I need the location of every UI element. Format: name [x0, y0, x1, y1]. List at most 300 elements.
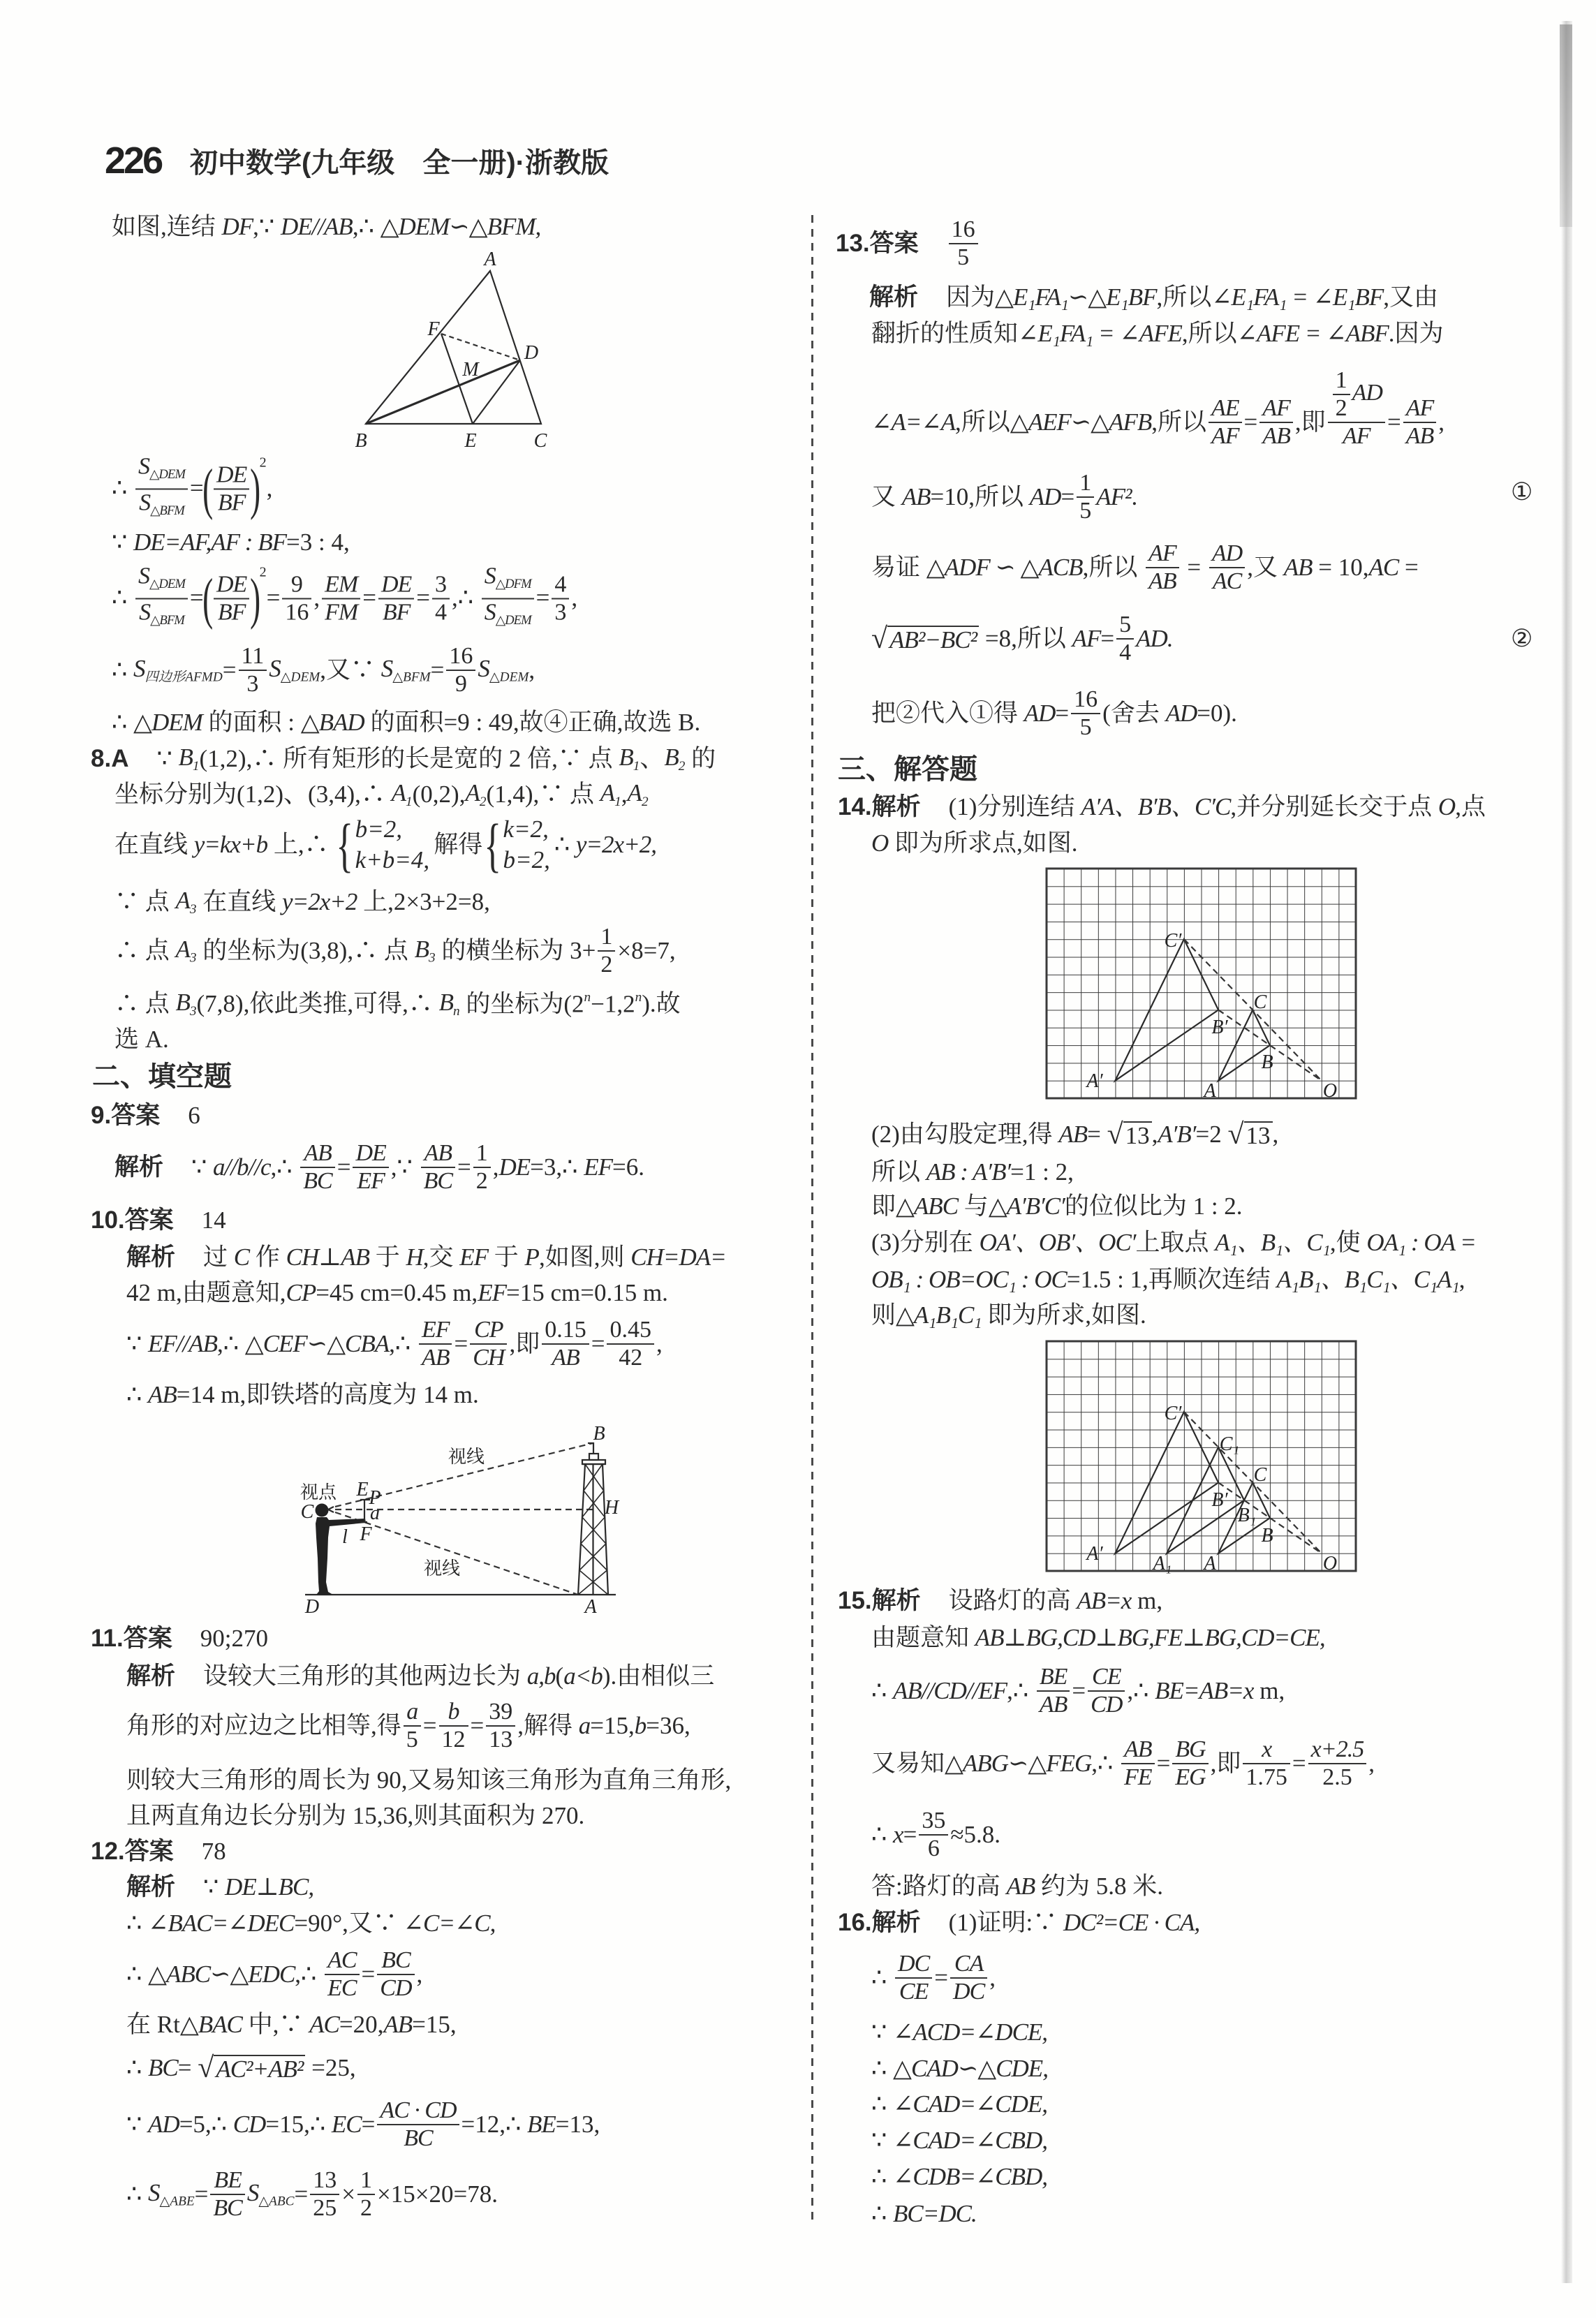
- text-run: =: [362, 584, 376, 612]
- brace: {: [336, 811, 354, 878]
- text-run: 的位似比为 1 : 2.: [1064, 1192, 1243, 1220]
- fraction-denominator: 3: [246, 671, 259, 697]
- fraction-numerator: CA: [950, 1951, 987, 1979]
- p7-line-3: [112, 529, 350, 556]
- text-run: ,∴: [270, 1153, 299, 1181]
- math-run: AD: [1024, 699, 1056, 727]
- subscript: △BFM: [392, 670, 431, 685]
- fraction-numerator: EM: [322, 571, 360, 599]
- math-run: A: [627, 779, 642, 807]
- fraction-numerator: DE: [214, 571, 249, 599]
- subscript: △DEM: [280, 670, 320, 685]
- math-run: CH=DA=: [630, 1243, 726, 1271]
- page-number: 226: [105, 140, 162, 182]
- fraction-numerator: CE: [1088, 1664, 1125, 1692]
- radicand: 13: [1123, 1121, 1152, 1149]
- text-run: ,∴: [1127, 1676, 1155, 1704]
- math-run: ∠CAD=∠CDE,: [893, 2090, 1048, 2118]
- math-run: DE=AF,AF : BF: [133, 528, 286, 556]
- text-run: 又易知: [871, 1749, 945, 1777]
- math-run: O: [1438, 792, 1456, 820]
- fraction-denominator: AB: [1039, 1692, 1067, 1718]
- analysis-label: 解析: [114, 1153, 164, 1181]
- p14-line-6: [871, 1229, 1476, 1257]
- fraction: [135, 453, 188, 524]
- p8-line-6: [114, 989, 681, 1019]
- text-run: =: [430, 656, 445, 684]
- label-c-prime: C′: [1164, 930, 1182, 952]
- math-run: DF: [221, 212, 253, 240]
- math-run: △CEF∽△CBA: [244, 1329, 390, 1357]
- math-run: EC: [331, 2110, 362, 2138]
- fraction: [473, 1140, 491, 1195]
- text-run: 即: [871, 1192, 896, 1220]
- label-c1: C₁: [1219, 1433, 1240, 1455]
- text-run: 的坐标为(3,8),∴ 点: [196, 936, 415, 964]
- text-run: ,: [1151, 1120, 1158, 1148]
- text-run: =: [361, 1960, 376, 1988]
- p15-line-1: [838, 1587, 1162, 1615]
- p7-line-1: [112, 213, 540, 241]
- fraction-denominator: BC: [423, 1168, 453, 1194]
- p13-line-5: [871, 540, 1419, 595]
- p11-line-1: [126, 1662, 714, 1690]
- text-run: 的面积 :: [202, 708, 301, 736]
- superscript: n: [635, 989, 642, 1005]
- page-edge-shadow: [1561, 21, 1572, 2283]
- fraction-denominator: EG: [1175, 1764, 1206, 1790]
- text-run: =14 m,即铁塔的高度为 14 m.: [176, 1380, 479, 1408]
- column-divider: [811, 215, 813, 2224]
- text-run: 42 m,由题意知,: [126, 1278, 286, 1306]
- fraction-denominator: BF: [217, 599, 246, 625]
- text-run: =0).: [1197, 699, 1237, 727]
- subscripted-term: [133, 655, 223, 686]
- math-run: A′A、B′B、C′C: [1081, 792, 1231, 820]
- text-run: =90°,又∵: [294, 1909, 404, 1937]
- person-silhouette-icon: [316, 1504, 367, 1595]
- math-run: y=2x+2: [282, 887, 357, 915]
- math-run: BE=AB=x: [1155, 1676, 1254, 1704]
- label-a: A: [1204, 1080, 1216, 1102]
- text-run: 则: [871, 1301, 896, 1329]
- tower-icon: [578, 1443, 608, 1595]
- math-run: EF: [459, 1243, 489, 1271]
- math-run: S: [380, 655, 393, 683]
- text-run: ∵: [203, 1873, 226, 1900]
- right-paren: ): [250, 457, 261, 520]
- subscript: 四边形AFMD: [145, 670, 223, 685]
- square-root: [1107, 1120, 1152, 1149]
- label-b: B: [355, 430, 367, 452]
- subscripted-term: [148, 2179, 195, 2210]
- subscript: 1: [614, 794, 621, 809]
- text-run: =: [457, 1153, 471, 1181]
- math-run: S: [138, 563, 150, 589]
- fraction: [357, 2167, 375, 2222]
- math-run: S: [133, 655, 145, 683]
- fraction: [214, 462, 249, 516]
- text-run: (1)分别连结: [948, 792, 1081, 820]
- fraction-denominator: EF: [357, 1168, 385, 1194]
- math-run: S: [138, 453, 150, 480]
- label-o: O: [1322, 1080, 1338, 1102]
- text-run: 在 Rt: [126, 2010, 180, 2038]
- math-run: △BAD: [300, 708, 364, 736]
- text-run: ∴: [871, 2199, 894, 2227]
- fraction-numerator: 3: [432, 571, 450, 599]
- p14-line-2: [871, 829, 1078, 857]
- subscripted-term: [600, 779, 621, 810]
- fraction-denominator: 5: [1079, 498, 1092, 524]
- text-run: 在直线: [196, 887, 283, 915]
- fraction-denominator: 4: [435, 599, 448, 625]
- fraction: [1243, 1736, 1290, 1791]
- math-run: A₁、B₁、C₁: [1215, 1228, 1330, 1256]
- math-run: y=2x+2,: [575, 830, 656, 858]
- grid-figure-homothety-1: [1047, 869, 1356, 1102]
- inner-fraction: [1333, 367, 1350, 422]
- math-run: a: [578, 1711, 591, 1739]
- section-title: 二、填空题: [92, 1061, 232, 1092]
- subscript: △DFM: [495, 577, 531, 591]
- fraction-numerator: 1: [1077, 470, 1094, 498]
- text-run: ,: [621, 780, 628, 808]
- p7-line-4: [112, 563, 577, 633]
- answer-value: 14: [201, 1206, 226, 1234]
- fraction-denominator: 2.5: [1322, 1764, 1352, 1790]
- math-run: A: [175, 936, 190, 964]
- p13-answer-line: [836, 216, 980, 271]
- fraction-denominator: BF: [382, 599, 411, 625]
- fraction: [598, 924, 615, 978]
- text-run: ,即: [1294, 408, 1326, 436]
- text-run: ,又∵: [320, 656, 381, 684]
- p8-line-3: [114, 811, 656, 878]
- text-run: ∴: [126, 1380, 149, 1408]
- math-run: A: [391, 779, 406, 807]
- text-run: 翻折的性质知: [871, 319, 1019, 347]
- text-run: ∴: [871, 1676, 894, 1704]
- p7-line-2: [112, 453, 272, 524]
- p10-answer-line: [91, 1206, 226, 1234]
- radicand: AC²+AB²: [214, 2055, 305, 2083]
- text-run: ∴ 点: [114, 936, 176, 964]
- fraction-numerator: BE: [210, 2167, 244, 2195]
- math-run: S: [484, 599, 496, 625]
- p12-answer-line: [91, 1838, 226, 1866]
- text-run: ∴: [554, 830, 576, 858]
- math-run: OB₁ : OB=OC₁ : OC: [871, 1265, 1067, 1293]
- math-run: BC: [148, 2053, 178, 2081]
- subscripted-term: [619, 744, 640, 774]
- problem-label: 15.解析: [838, 1586, 921, 1614]
- text-run: =: [1156, 1749, 1171, 1777]
- fraction-denominator: 5: [957, 244, 970, 270]
- label-c: C: [1253, 991, 1267, 1013]
- math-run: a,b: [526, 1662, 556, 1690]
- subscript: 2: [479, 794, 487, 809]
- p11-line-3: [126, 1766, 731, 1794]
- fraction-numerator: 16: [446, 643, 475, 671]
- text-run: = 10,: [1312, 553, 1369, 581]
- p15-line-6: [871, 1873, 1163, 1900]
- left-paren: (: [202, 566, 213, 630]
- radical-sign: √: [1227, 1119, 1244, 1151]
- text-run: 解得: [434, 830, 483, 858]
- fraction-denominator: 2: [475, 1168, 488, 1194]
- text-run: ∴ 点: [114, 989, 176, 1017]
- math-run: ∠C=∠C,: [403, 1909, 496, 1937]
- p15-line-2: [871, 1624, 1325, 1652]
- fraction-numerator: 39: [486, 1699, 515, 1727]
- text-run: =15,: [590, 1711, 635, 1739]
- text-run: 、: [640, 744, 665, 772]
- p13-line-3: [871, 367, 1444, 478]
- label-e: E: [356, 1479, 369, 1500]
- math-run: O: [871, 829, 889, 857]
- p15-line-3: [871, 1664, 1285, 1718]
- math-run: DE: [498, 1153, 531, 1181]
- fraction: [325, 1947, 359, 2002]
- text-run: ∴: [871, 1963, 894, 1991]
- label-b1: B₁: [1237, 1505, 1257, 1526]
- fraction: [419, 1317, 452, 1371]
- math-run: ∠BAC=∠DEC: [148, 1909, 295, 1937]
- math-run: S: [478, 655, 489, 683]
- fraction-numerator: AB: [1121, 1736, 1155, 1764]
- fraction-denominator: 13: [489, 1727, 513, 1752]
- math-run: S: [139, 599, 151, 625]
- subscripted-term: [176, 887, 197, 917]
- subscript: 3: [189, 950, 197, 966]
- subscripted-term: [381, 655, 431, 686]
- fraction-denominator: CD: [1091, 1692, 1123, 1718]
- subscripted-term: [179, 744, 200, 774]
- fraction-numerator: 35: [919, 1808, 948, 1836]
- p13-line-2: [871, 320, 1443, 348]
- p15-line-5: [871, 1808, 1000, 1862]
- subscript: △DEM: [149, 577, 185, 591]
- text-run: 如图,连结: [112, 212, 222, 240]
- problem-label: 13.答案: [836, 229, 919, 257]
- p14-line-5: [871, 1193, 1243, 1220]
- text-run: m,: [1253, 1676, 1285, 1704]
- label-c: C: [1253, 1464, 1267, 1486]
- math-run: AD: [1352, 379, 1382, 406]
- text-run: ,: [1272, 1120, 1279, 1148]
- analysis-label: 解析: [126, 1243, 176, 1271]
- text-run: =: [266, 584, 281, 612]
- equation-system: [503, 814, 549, 876]
- subscript: 3: [189, 1003, 197, 1019]
- label-c: C: [533, 430, 547, 452]
- p12-line-2: [126, 1910, 495, 1937]
- math-run: ∠CAD=∠CBD,: [893, 2126, 1048, 2154]
- equation-row: b=2,: [355, 815, 403, 843]
- text-run: ,: [571, 584, 578, 612]
- text-run: 且两直角边长分别为 15,36,则其面积为 270.: [126, 1801, 585, 1829]
- fraction: [421, 1140, 455, 1195]
- text-run: ∵: [156, 744, 179, 772]
- math-run: AB: [901, 482, 931, 510]
- text-run: ≈5.8.: [950, 1820, 1001, 1848]
- label-a-prime: A′: [1086, 1543, 1103, 1565]
- fraction: [1037, 1664, 1070, 1718]
- math-run: △ADF ∽ △ACB: [926, 553, 1083, 581]
- subscript: 3: [428, 950, 436, 966]
- subscripted-term: [465, 779, 486, 810]
- tower-cabin: [589, 1454, 598, 1460]
- fraction-numerator: a: [404, 1699, 421, 1727]
- fraction-numerator: DE: [378, 571, 414, 599]
- text-run: =15,: [412, 2010, 457, 2038]
- subscripted-term: [176, 936, 197, 966]
- fraction-numerator: 1: [473, 1140, 491, 1168]
- math-run: AD: [1029, 482, 1061, 510]
- fraction-denominator: 2: [1335, 395, 1347, 421]
- text-run: ,: [416, 1960, 423, 1988]
- fraction-denominator: 16: [285, 599, 309, 625]
- math-run: A₁B₁、B₁C₁、C₁A₁: [1276, 1265, 1459, 1293]
- p8-line-7: [114, 1026, 169, 1054]
- fraction-denominator: 9: [455, 671, 467, 697]
- compound-fraction: [1328, 367, 1385, 478]
- text-run: ,: [1438, 408, 1444, 436]
- label-a-length: a: [370, 1503, 380, 1524]
- subscripted-term: [415, 936, 436, 966]
- text-run: =: [1398, 553, 1419, 581]
- text-run: =: [591, 1329, 605, 1357]
- text-run: =: [934, 1963, 949, 1991]
- p12-line-1: [126, 1873, 313, 1901]
- tower-antenna: [588, 1443, 593, 1454]
- fraction: [1209, 395, 1242, 450]
- text-run: (1,2),∴ 所有矩形的长是宽的 2 倍,∵ 点: [199, 744, 619, 772]
- fraction-denominator: FM: [325, 599, 358, 625]
- answer-value: 6: [188, 1101, 200, 1129]
- answer-value: 90;270: [200, 1624, 268, 1652]
- text-run: (舍去: [1102, 699, 1166, 727]
- math-run: AF: [1072, 624, 1101, 652]
- fraction-numerator: 1: [1333, 367, 1350, 395]
- label-a: A: [484, 249, 496, 270]
- fraction-denominator: 6: [927, 1836, 940, 1861]
- fraction: [950, 1951, 987, 2005]
- math-run: AD: [148, 2110, 179, 2138]
- fraction-numerator: 0.45: [607, 1317, 654, 1345]
- text-run: 设较大三角形的其他两边长为: [203, 1662, 527, 1690]
- math-run: B: [178, 744, 193, 772]
- math-run: △ABC∽△EDC: [148, 1960, 295, 1988]
- fraction-numerator: 11: [239, 643, 267, 671]
- math-run: △E₁FA₁∽△E₁BF: [995, 283, 1157, 311]
- text-run: .: [1131, 482, 1138, 510]
- text-run: =: [294, 2180, 309, 2208]
- fraction: [919, 1808, 948, 1862]
- text-run: ∵: [126, 2110, 149, 2138]
- text-run: 易证: [871, 553, 926, 581]
- text-run: 上,2×3+2=8,: [357, 887, 490, 915]
- text-run: =3,∴: [530, 1153, 584, 1181]
- fraction-denominator: AC: [1212, 568, 1242, 594]
- label-l: l: [342, 1526, 348, 1548]
- text-run: =: [1087, 1120, 1107, 1148]
- fraction: [300, 1140, 334, 1195]
- equation-row: k=2,: [503, 815, 549, 843]
- section-title: 三、解答题: [838, 754, 977, 785]
- text-run: 角形的对应边之比相等,得: [126, 1711, 401, 1739]
- math-run: B: [664, 744, 679, 772]
- fraction: [377, 1947, 414, 2002]
- text-run: ∴: [871, 2054, 894, 2082]
- text-run: ,: [656, 1329, 663, 1357]
- fraction-numerator: EF: [419, 1317, 452, 1345]
- fraction-denominator: 4: [1119, 640, 1132, 665]
- p13-line-1: [869, 283, 1438, 311]
- text-run: ,解得: [517, 1711, 579, 1739]
- fraction-numerator: AF: [1146, 540, 1179, 568]
- triangle-abc-outline: [366, 271, 541, 424]
- label-b-prime: B′: [1211, 1489, 1228, 1511]
- math-run: △DEM: [133, 708, 202, 736]
- p16-line-6: [871, 2127, 1047, 2155]
- math-run: ∠E₁FA₁ = ∠AFE: [1018, 319, 1182, 347]
- text-run: ,交: [422, 1243, 460, 1271]
- text-run: =: [470, 1711, 485, 1739]
- text-run: ,: [1368, 1749, 1375, 1777]
- fraction-denominator: AB: [552, 1345, 579, 1371]
- text-run: =10,所以: [930, 482, 1030, 510]
- fraction-denominator: 12: [441, 1727, 466, 1752]
- math-run: DE//AB: [280, 212, 353, 240]
- text-run: =6.: [612, 1153, 644, 1181]
- section-title-solutions: [838, 753, 977, 785]
- equation-row: b=2,: [503, 846, 550, 873]
- fraction: [1116, 612, 1134, 666]
- problem-label: 12.答案: [91, 1837, 174, 1865]
- label-b: B: [593, 1423, 605, 1445]
- fraction-denominator: BF: [217, 489, 246, 515]
- text-run: 上取点: [1135, 1228, 1216, 1256]
- math-run: OA₁ : OA =: [1366, 1228, 1476, 1256]
- radicand: 13: [1244, 1121, 1273, 1149]
- label-d: D: [524, 342, 539, 364]
- text-run: =12,∴: [461, 2110, 528, 2138]
- fraction: [404, 1699, 421, 1753]
- label-sight-lower: 视线: [423, 1558, 461, 1579]
- math-run: B: [438, 989, 453, 1017]
- segment-fd-dashed: [441, 334, 520, 360]
- label-c-prime: C′: [1164, 1403, 1182, 1424]
- text-run: ∴: [112, 708, 134, 736]
- text-run: =: [1100, 624, 1115, 652]
- text-run: ×8=7,: [617, 936, 676, 964]
- math-run: ∠E₁FA₁ = ∠E₁BF: [1211, 283, 1384, 311]
- text-run: ×: [341, 2180, 355, 2208]
- subscripted-term: [628, 779, 649, 810]
- text-run: 又: [871, 482, 902, 510]
- fraction: [1259, 395, 1293, 450]
- math-run: △ABG∽△FEG: [945, 1749, 1092, 1777]
- radicand: AB²−BC²: [887, 626, 979, 654]
- text-run: 的坐标为(2: [459, 990, 584, 1018]
- math-run: △BAC: [179, 2010, 242, 2038]
- subscript: △DEM: [489, 670, 529, 685]
- p16-line-5: [871, 2090, 1047, 2118]
- text-run: ,∴: [352, 212, 380, 240]
- fraction-denominator: [135, 599, 188, 634]
